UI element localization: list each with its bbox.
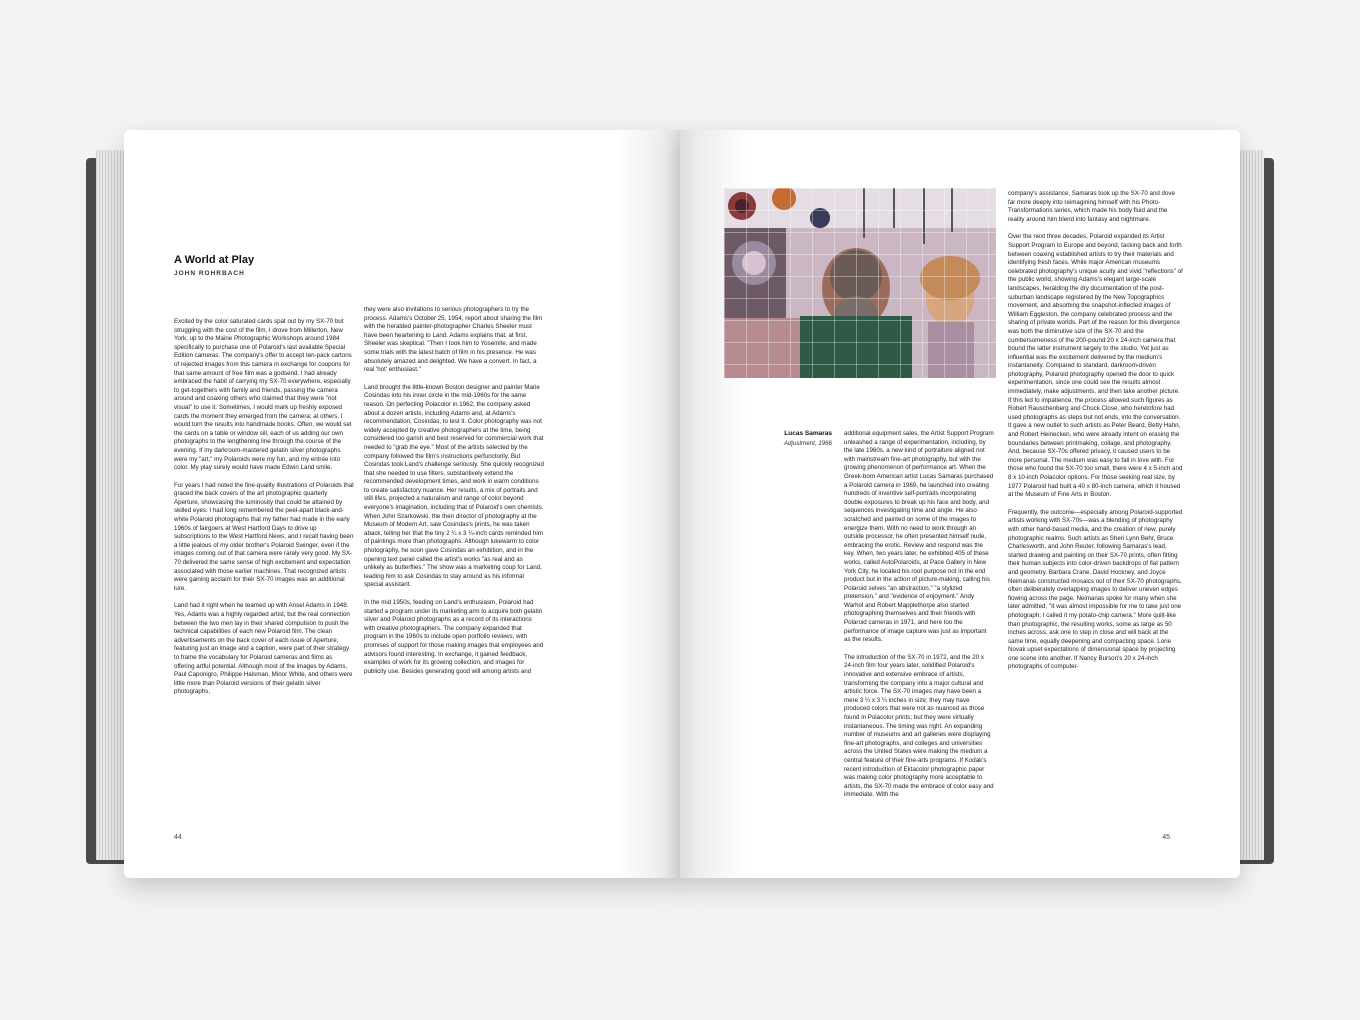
photograph-lucas-samaras [724,188,996,378]
photo-grid-overlay [724,188,996,378]
paragraph: Over the next three decades, Polaroid expanded its Artist Support Program to Europe and beyond, tacking back and forth between coaxing established artists to try their materials and identifying fresh faces. While major American museums celebrated photography's unique acuity and vivid "reflections" of the public world, showing Adams's elegant large-scale landscapes, heralding the dry documentation of the post-suburban landscape registered by the New Topographics movement, and absorbing the snapshot-inflected images of William Eggleston, the company celebrated process and the sharing of private worlds. Part of the reason for this divergence was both the diminutive size of the SX-70 and the cumbersomeness of the 200-pound 20 x 24-inch camera that bound the latter instrument largely to the studio. Yet just as influential was the excitement delivered by the medium's instantaneity. Compared to standard, darkroom-driven photography, Polaroid photography opened the door to quick experimentation, since one could see the results almost immediately, make adjustments, and then take another picture. If this led to impatience, the process allowed such figures as Robert Rauschenberg and Chuck Close, who heretofore had used photographs as steps but not ends, into the conversation. It gave a new outlet to such artists as Peter Beard, Betty Hahn, and Robert Heinecken, who were already intent on erasing the boundaries between printmaking, collage, and photography. And, because SX-70s offered privacy, it caused users to be more personal. The medium was easy to fall in love with. For those who found the SX-70 too small, there were 4 x 5-inch and 8 x 10-inch Polacolor options. For those seeking real size, by 1977 Polaroid had built a 40 x 80-inch camera, which it housed at the Museum of Fine Arts in Boston. [1008,233,1183,499]
caption-work: Adjustment, 1966 [783,440,832,447]
paragraph: For years I had noted the fine-quality illustrations of Polaroids that graced the back covers of the art photographic quarterly Aperture, showcasing the luminosity that could be attained by skilled eyes. I had long remembered the peel-apart black-and-white Polaroid photographs that my father had made in the early 1960s of fairgoers at West Hartford Days to drive up subscriptions to the West Hartford News, and I recall having been a little jealous of my older brother's Polaroid Swinger, even if the images coming out of that camera were rarely very good. My SX-70 delivered the same sense of high excitement and expectation associated with those earlier machines. That recognized artists were gaining acclaim for their SX-70 images was an additional lure. [174,481,354,592]
paragraph: The introduction of the SX-70 in 1972, and the 20 x 24-inch film four years later, solidified Polaroid's innovative and extensive embrace of artists, transforming the company into a major cultural and artistic force. The SX-70 images may have been a mere 3 ¼ x 3 ¼ inches in size; they may have produced colors that were not as nuanced as those found in Polacolor prints; but they were virtually instantaneous. The timing was right. An expanding number of museums and art galleries were displaying fine-art photographs, and colleges and universities across the United States were making the medium a central feature of their fine-arts programs. If Kodak's recent introduction of Ektacolor photographic paper was making color photography more acceptable to artists, the SX-70 made the embrace of color easy and immediate. With the [844,653,994,799]
page-number-right: 45 [1162,834,1170,841]
page-number-left: 44 [174,834,182,841]
right-page [680,130,1240,878]
paragraph: Land brought the little-known Boston designer and painter Marie Cosindas into his inner circle in the mid-1960s for the same reason. On perfecting Polacolor in 1962, the company asked about a dozen artists, including Adams and, at Adams's recommendation, Cosindas, to test it. Color photography was not widely accepted by creative photographers at the time, being considered too garish and best reserved for commercial work that needed to "grab the eye." Most of the artists selected by the company followed the film's instructions perfunctorily. But Cosindas took Land's challenge seriously. She quickly recognized that she needed to use filters, substantively extend the recommended development times, and work in warm conditions to create satisfactory nuance. Her results, a mix of portraits and still lifes, projected a naturalism and range of color beyond everyone's imagination, including that of Polaroid's own chemists. When John Szarkowski, the then director of photography at the Museum of Modern Art, saw Cosindas's prints, he was taken aback, telling her that the tiny 2 ¼ x 3 ¼-inch cards reminded him of paintings more than photographs. Although lukewarm to color photography, he soon gave Cosindas an exhibition, and in the opening text panel called the artist's works "as real and as unlikely as butterflies." The show was a marketing coup for Land, leading him to ask Cosindas to stay around as his informal special assistant. [364,383,544,589]
left-column-2 [364,306,544,685]
paragraph: In the mid 1950s, feeding on Land's enthusiasm, Polaroid had started a program under its marketing arm to acquire both gelatin silver and Polaroid photographs as a record of its interactions with creative photographers. The company expanded that program in the 1960s to include open portfolio reviews, with promises of support for those making images that employees and advisors found interesting. In exchange, it gained feedback, examples of work for its growing collection, and images for publicity use. Besides generating good will among artists and [364,599,544,675]
caption-artist: Lucas Samaras [784,430,832,437]
paragraph: Excited by the color saturated cards spat out by my SX-70 but struggling with the cost of the film, I drove from Millerton, New York, up to the Maine Photographic Workshops around 1984 specifically to purchase one of Polaroid's last available Special Edition cameras. The company's offer to accept ten-pack cartons of rejected images from this camera in exchange for coupons for that same amount of free film was a godsend. I had already embraced the habit of carrying my SX-70 everywhere, especially to get-togethers with family and friends, passing the camera around and coaxing others who claimed that they were "not visual" to use it. Sometimes, I would mark up freshly exposed cards the moment they emerged from the camera; at others, I would turn the results into handmade books. Often, we would set the cards on a table or window sill, each of us adding our own photographs to the lengthening line through the course of the evening. If my darkroom-mastered gelatin silver photographs were my "art," my Polaroids were my fun, and my entrée into color. My play surely would have made Edwin Land smile. [174,318,352,472]
left-column-1 [174,318,354,706]
paragraph: Land had it right when he teamed up with Ansel Adams in 1948. Yes, Adams was a highly regarded artist, but the real connection between the two men lay in their shared compulsion to push the technical capabilities of each new Polaroid film. The clean advertisements on the back cover of each issue of Aperture, featuring just an image and a caption, were part of their strategy to frame the vocabulary for Polaroid cameras and films as offering artful potential. Although most of the images by Adams, Paul Caponigro, Philippe Halsman, Minor White, and others were little more than Polaroid versions of their gelatin silver photographs, [174,602,353,696]
paragraph: they were also invitations to serious photographers to try the process. Adams's October 25, 1954, report about sharing the film with the heralded painter-photographer Charles Sheeler must have been heartening to Land. Adams explains that, at first, Sheeler was skeptical. "Then I took him to Yosemite, and made some trials with the latest batch of film in his presence. He was absolutely amazed and delighted. We have a convert. In fact, a real 'hot' enthusiast." [364,306,543,374]
paragraph: additional equipment sales, the Artist Support Program unleashed a range of experimentation, including, by the late 1960s, a new kind of portraiture aligned not with mainstream fine-art photography, but with the growing phenomenon of performance art. When the Greek-born American artist Lucas Samaras purchased a Polaroid camera in 1969, he launched into creating hundreds of inventive self-portraits incorporating double exposures to break up his face and body, and sequences investigating time and angle. He also scratched and painted on some of the images to energize them. With no need to work through an outside processor, he often presented himself nude, embracing the erotic. Review and respond was the key. When, two years later, he exhibited 405 of these works, called AutoPolaroids, at Pace Gallery in New York City, he located his root purpose not in the end product but in the action of picture-making, calling his Polaroid selves "an abstraction," "a stylized pretension," and "evidence of enjoyment." Andy Warhol and Robert Mapplethorpe also started photographing themselves and their friends with Polaroid cameras in 1971, and here too the performance of image capture was just as important as the results. [844,430,994,644]
chapter-title: A World at Play [174,254,255,266]
right-column-1 [844,430,994,809]
paragraph: Frequently, the outcome—especially among Polaroid-supported artists working with SX-70s—was a blending of photography with other hand-based media, and the creation of new, purely photographic realms. Such artists as Sheri Lynn Behr, Bruce Charlesworth, and John Reuter, following Samaras's lead, started drawing and painting on their SX-70 prints, often fitting their human subjects into color-driven backdrops of flat pattern and geometry. Barbara Crane, David Hockney, and Joyce Neimanas constructed mosaics out of their SX-70 photographs, often deliberately overlapping images to deliver uneven edges flowing across the page. Neimanas spoke for many when she later admitted, "It was almost impossible for me to take just one photograph; I called it my potato-chip camera." More quilt-like than photographic, the resulting works, some as large as 50 inches across, ask one to step in close and will back at the same time, equally deepening and compacting space. Lorie Novak upset expectations of dimensional space by projecting one scene into another. If Nancy Burson's 20 x 24-inch photographs of computer- [1008,508,1183,671]
left-page [124,130,682,878]
author-name: JOHN ROHRBACH [174,270,245,277]
right-column-2 [1008,190,1183,681]
paragraph: company's assistance, Samaras took up the SX-70 and dove far more deeply into reimagining himself with his Photo-Transformations series, which made his body fluid and the reality around him blend into fantasy and nightmare. [1008,190,1175,223]
